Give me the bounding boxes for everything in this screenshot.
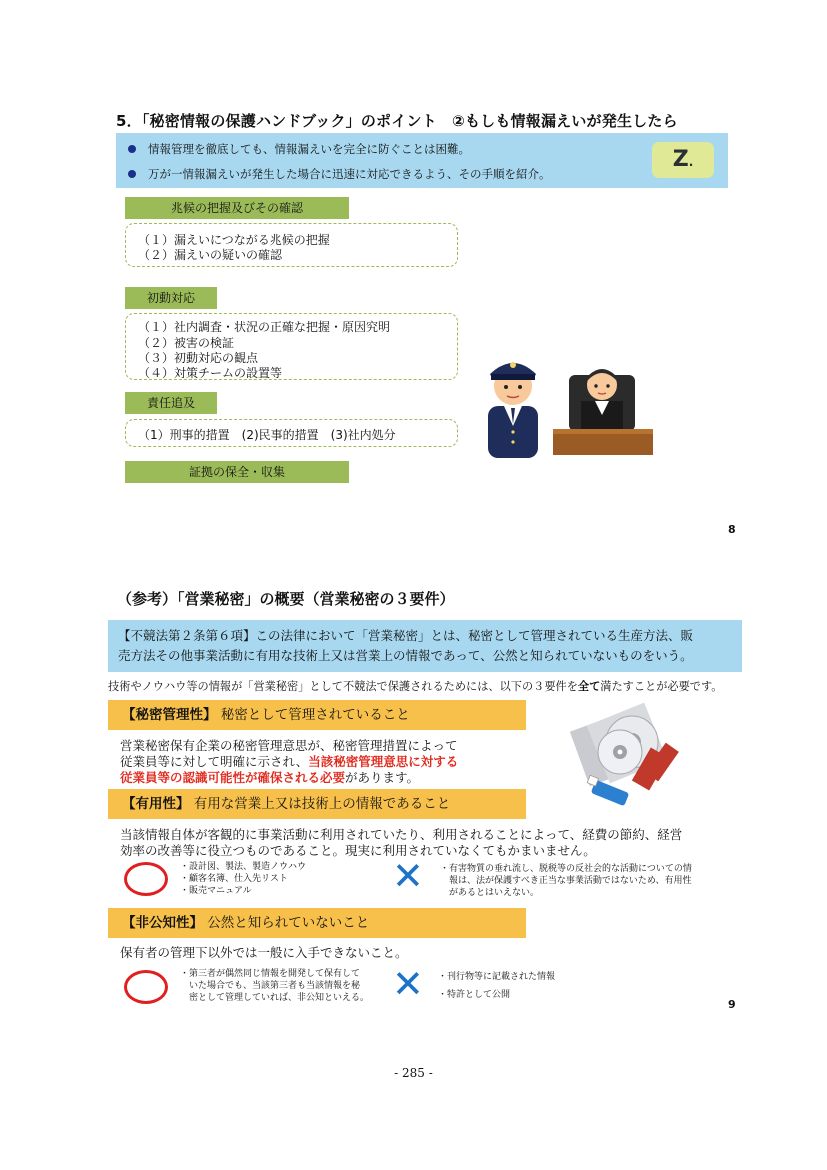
section-item: （１）社内調査・状況の正確な把握・原因究明: [138, 320, 391, 334]
z-badge: Z.: [652, 142, 714, 178]
bullet-item: 万が一情報漏えいが発生した場合に迅速に対応できるよう、その手順を紹介。: [128, 166, 551, 182]
section-item: （1）刑事的措置 (2)民事的措置 (3)社内処分: [138, 428, 396, 442]
page-number: 9: [728, 998, 736, 1011]
bullet-dot-icon: [128, 145, 136, 153]
ng-cross-icon: ✕: [392, 854, 424, 898]
bullet-item: 情報管理を徹底しても、情報漏えいを完全に防ぐことは困難。: [128, 141, 470, 157]
cd-usb-icon: [570, 692, 685, 812]
section-label-liability: 責任追及: [125, 392, 217, 414]
section-label-evidence: 証拠の保全・収集: [125, 461, 349, 483]
ok-example-list: ・設計図、製法、製造ノウハウ ・顧客名簿、仕入先リスト ・販売マニュアル: [180, 862, 307, 896]
police-officer-icon: [478, 350, 548, 458]
ng-example-list: ・有害物質の垂れ流し、脱税等の反社会的な活動についての情 報は、法が保護すべき正当な事業活動ではないため、有用性 があるとはいえない。: [440, 864, 692, 898]
ng-example-list: ・刊行物等に記載された情報 ・特許として公開: [438, 972, 556, 1000]
requirement-text: 営業秘密保有企業の秘密管理意思が、秘密管理措置によって: [120, 738, 458, 753]
requirement-secrecy-header: 【秘密管理性】 秘密として管理されていること: [108, 700, 526, 730]
definition-banner: [108, 620, 742, 672]
slide2-title: （参考）「営業秘密」の概要（営業秘密の３要件）: [117, 590, 455, 608]
page-number: 8: [728, 523, 736, 536]
section-label-detection: 兆候の把握及びその確認: [125, 197, 349, 219]
requirement-usefulness-header: 【有用性】 有用な営業上又は技術上の情報であること: [108, 789, 526, 819]
requirement-text: 当該情報自体が客観的に事業活動に利用されていたり、利用されることによって、経費の節約、経営: [120, 827, 683, 842]
section-box-initial-response: [125, 313, 458, 380]
section-item: （４）対策チームの設置等: [138, 366, 283, 380]
definition-line: 【不競法第２条第６項】この法律において「営業秘密」とは、秘密として管理されている生産方法、販: [118, 628, 694, 643]
section-box-liability: [125, 419, 458, 447]
ok-circle-icon: [124, 862, 168, 896]
ok-example-list: ・第三者が偶然同じ情報を開発して保有して いた場合でも、当該第三者も当該情報を秘 密として管理していれば、非公知といえる。: [180, 969, 370, 1003]
requirement-text: 保有者の管理下以外では一般に入手できないこと。: [120, 945, 408, 960]
section-item: （２）漏えいの疑いの確認: [138, 248, 283, 262]
requirement-non-public-header: 【非公知性】 公然と知られていないこと: [108, 908, 526, 938]
definition-line: 売方法その他事業活動に有用な技術上又は営業上の情報であって、公然と知られていないものをいう。: [118, 648, 693, 663]
section-item: （１）漏えいにつながる兆候の把握: [138, 233, 330, 247]
intro-text: 技術やノウハウ等の情報が「営業秘密」として不競法で保護されるためには、以下の３要件を全て満たすことが必要です。: [108, 680, 723, 693]
section-box-detection: [125, 223, 458, 267]
ng-cross-icon: ✕: [392, 962, 424, 1006]
judge-icon: [553, 355, 653, 455]
page-footer: - 285 -: [394, 1066, 433, 1080]
slide1-title: 5．「秘密情報の保護ハンドブック」のポイント ②もしも情報漏えいが発生したら: [116, 112, 678, 130]
requirement-text: 効率の改善等に役立つものであること。現実に利用されていなくてもかまいません。: [120, 843, 596, 858]
section-label-initial-response: 初動対応: [125, 287, 217, 309]
section-item: （３）初動対応の観点: [138, 351, 259, 365]
ok-circle-icon: [124, 970, 168, 1004]
requirement-text: 従業員等の認識可能性が確保される必要があります。: [120, 770, 420, 785]
bullet-dot-icon: [128, 170, 136, 178]
requirement-text: 従業員等に対して明確に示され、当該秘密管理意思に対する: [120, 754, 459, 769]
section-item: （２）被害の検証: [138, 336, 235, 350]
